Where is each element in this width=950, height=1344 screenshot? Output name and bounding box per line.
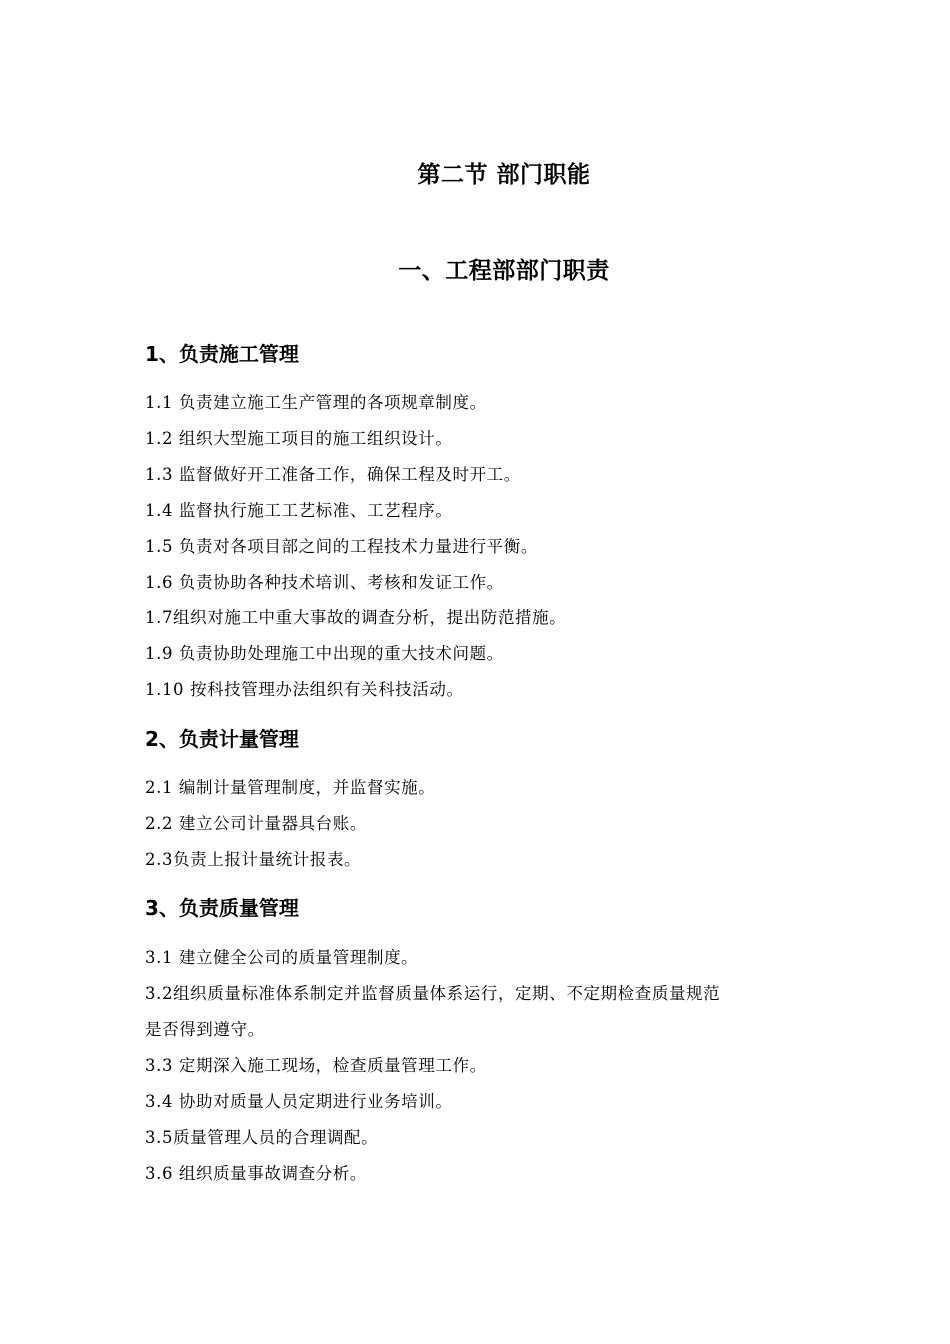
list-item: 1.6 负责协助各种技术培训、考核和发证工作。 bbox=[145, 573, 504, 592]
list-item: 1.5 负责对各项目部之间的工程技术力量进行平衡。 bbox=[145, 537, 538, 556]
list-item: 2.2 建立公司计量器具台账。 bbox=[145, 814, 367, 833]
list-item: 1.10 按科技管理办法组织有关科技活动。 bbox=[145, 680, 464, 699]
list-item: 1.7组织对施工中重大事故的调查分析，提出防范措施。 bbox=[145, 608, 567, 627]
section-heading-metrology: 2、负责计量管理 bbox=[145, 727, 299, 751]
department-heading: 一、工程部部门职责 bbox=[398, 258, 610, 284]
list-item: 3.4 协助对质量人员定期进行业务培训。 bbox=[145, 1092, 453, 1111]
list-item: 1.3 监督做好开工准备工作，确保工程及时开工。 bbox=[145, 465, 521, 484]
section-heading-construction: 1、负责施工管理 bbox=[145, 342, 299, 366]
list-item: 3.1 建立健全公司的质量管理制度。 bbox=[145, 948, 419, 967]
list-item: 3.2组织质量标准体系制定并监督质量体系运行，定期、不定期检查质量规范 bbox=[145, 984, 721, 1003]
list-item: 3.6 组织质量事故调查分析。 bbox=[145, 1164, 367, 1183]
section-title: 第二节 部门职能 bbox=[417, 162, 591, 188]
list-item: 1.4 监督执行施工工艺标准、工艺程序。 bbox=[145, 501, 453, 520]
list-item: 1.9 负责协助处理施工中出现的重大技术问题。 bbox=[145, 644, 504, 663]
section-heading-quality: 3、负责质量管理 bbox=[145, 896, 299, 920]
list-item: 1.2 组织大型施工项目的施工组织设计。 bbox=[145, 429, 453, 448]
list-item-continuation: 是否得到遵守。 bbox=[145, 1020, 265, 1039]
list-item: 3.3 定期深入施工现场，检查质量管理工作。 bbox=[145, 1056, 487, 1075]
list-item: 3.5质量管理人员的合理调配。 bbox=[145, 1128, 379, 1147]
list-item: 1.1 负责建立施工生产管理的各项规章制度。 bbox=[145, 393, 487, 412]
list-item: 2.3负责上报计量统计报表。 bbox=[145, 850, 362, 869]
list-item: 2.1 编制计量管理制度，并监督实施。 bbox=[145, 778, 436, 797]
